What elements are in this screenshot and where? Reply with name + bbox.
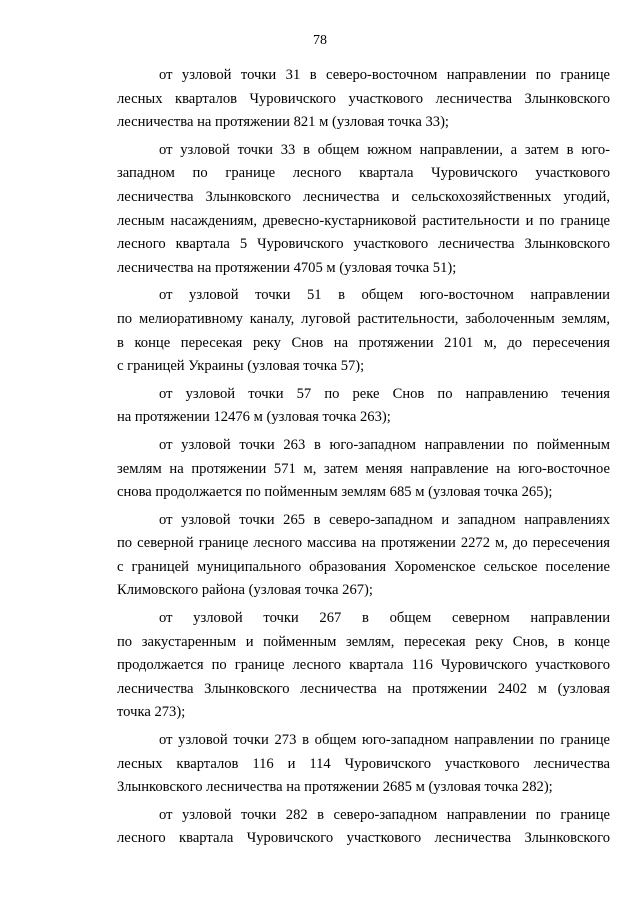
text-line: лесничества на протяжении 821 м (узловая точка 33); [117, 114, 449, 131]
text-line: в конце пересекая реку Снов на протяжении 2101 м, до пересечения [117, 334, 610, 351]
text-line: по мелиоративному каналу, луговой растительности, заболоченным землям, [117, 310, 610, 327]
paragraph [117, 729, 610, 800]
paragraph [117, 139, 610, 281]
paragraph [117, 607, 610, 725]
text-line: лесничества Злынковского лесничества на протяжении 2402 м (узловая [117, 680, 610, 697]
text-line: точка 273); [117, 704, 186, 721]
text-line: с границей муниципального образования Хороменское сельское поселение [117, 558, 610, 575]
text-line: лесных кварталов Чуровичского участкового лесничества Злынковского [117, 90, 610, 107]
text-line: от узловой точки 57 по реке Снов по направлению течения [159, 385, 610, 402]
text-line: лесничества на протяжении 4705 м (узловая точка 51); [117, 259, 457, 276]
text-line: от узловой точки 31 в северо-восточном направлении по границе [159, 67, 610, 83]
paragraph [117, 383, 610, 430]
text-line: продолжается по границе лесного квартала 116 Чуровичского участкового [117, 657, 610, 674]
text-line: от узловой точки 282 в северо-западном направлении по границе [159, 806, 610, 823]
paragraph [117, 64, 610, 135]
text-line: лесного квартала 5 Чуровичского участкового лесничества Злынковского [117, 236, 610, 253]
text-line: от узловой точки 263 в юго-западном направлении по пойменным [159, 436, 610, 453]
text-line: лесничества Злынковского лесничества и сельскохозяйственных угодий, [117, 188, 610, 205]
text-line: от узловой точки 267 в общем северном направлении [159, 610, 610, 627]
text-line: Злынковского лесничества на протяжении 2685 м (узловая точка 282); [117, 779, 553, 796]
text-line: по закустаренным и пойменным землям, пересекая реку Снов, в конце [117, 633, 610, 650]
text-line: от узловой точки 265 в северо-западном и западном направлениях [159, 511, 610, 528]
text-line: лесных кварталов 116 и 114 Чуровичского участкового лесничества [117, 755, 610, 772]
text-line: на протяжении 12476 м (узловая точка 263); [117, 409, 391, 426]
paragraph [117, 804, 610, 851]
text-line: по северной границе лесного массива на протяжении 2272 м, до пересечения [117, 535, 610, 552]
text-line: от узловой точки 33 в общем южном направлении, а затем в юго- [159, 141, 610, 158]
text-line: западном по границе лесного квартала Чуровичского участкового [117, 165, 610, 182]
body-text [117, 64, 610, 855]
page-number: 78 [313, 33, 327, 48]
text-line: землям на протяжении 571 м, затем меняя направление на юго-восточное [117, 460, 610, 477]
text-line: снова продолжается по пойменным землям 685 м (узловая точка 265); [117, 484, 553, 501]
paragraph [117, 434, 610, 505]
text-line: от узловой точки 51 в общем юго-восточном направлении [159, 287, 610, 304]
text-line: с границей Украины (узловая точка 57); [117, 358, 365, 375]
text-line: лесным насаждениям, древесно-кустарниковой растительности и по границе [117, 212, 610, 229]
paragraph [117, 509, 610, 603]
text-line: лесного квартала Чуровичского участкового лесничества Злынковского [117, 830, 610, 847]
text-line: Климовского района (узловая точка 267); [117, 582, 373, 599]
paragraph [117, 284, 610, 378]
text-line: от узловой точки 273 в общем юго-западном направлении по границе [159, 732, 610, 749]
